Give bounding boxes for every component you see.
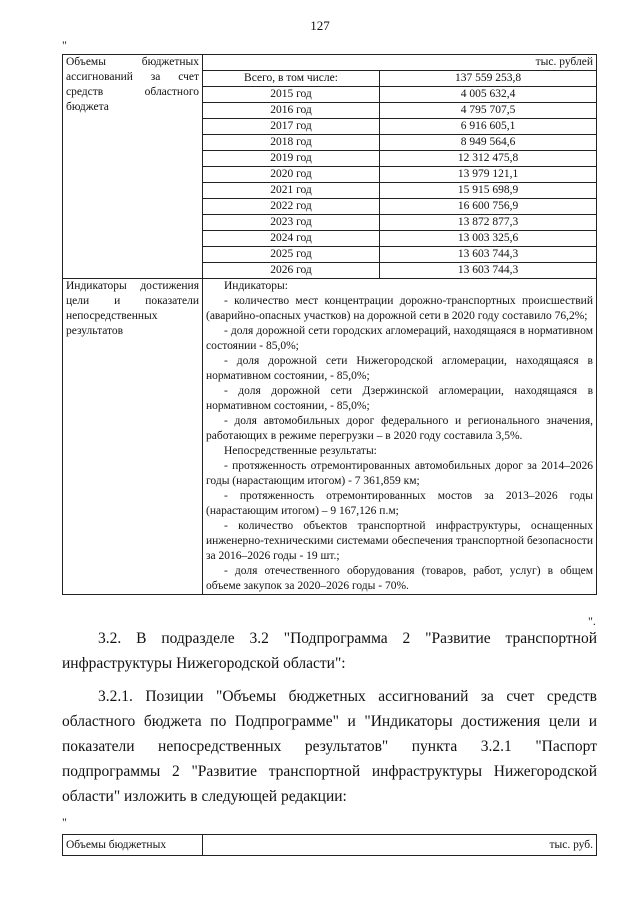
opening-quote-2: " bbox=[62, 815, 67, 829]
budget-table-2-row bbox=[63, 835, 597, 856]
indicators-row bbox=[63, 279, 597, 595]
budget-row-value: 8 949 564,6 bbox=[380, 135, 597, 151]
indicators-label: Индикаторы достижения цели и показатели непосредственных результатов bbox=[63, 279, 203, 595]
results-heading: Непосредственные результаты: bbox=[224, 445, 377, 457]
budget-row-label: 2024 год bbox=[203, 231, 380, 247]
budget-row-label: 2016 год bbox=[203, 103, 380, 119]
budget-row-value: 6 916 605,1 bbox=[380, 119, 597, 135]
budget-row-label: 2021 год bbox=[203, 183, 380, 199]
indicators-heading: Индикаторы: bbox=[224, 280, 288, 292]
budget-row-label: 2023 год bbox=[203, 215, 380, 231]
indicator-item: - доля дорожной сети Дзержинской агломерации, находящаяся в нормативном состоянии, - 85,0%; bbox=[206, 385, 593, 412]
budget-row-value: 4 795 707,5 bbox=[380, 103, 597, 119]
budget-row-value: 13 603 744,3 bbox=[380, 247, 597, 263]
indicators-content bbox=[203, 279, 597, 595]
budget-row-label: 2015 год bbox=[203, 87, 380, 103]
paragraph-3-2-1: 3.2.1. Позиции "Объемы бюджетных ассигнований за счет средств областного бюджета по Подпрограмме" и "Индикаторы достижения цели и показатели непосредственных результатов" пункта 3.2.1 "Паспорт подпрограммы 2 "Развитие транспортной инфраструктуры Нижегородской области" изложить в следующей редакции: bbox=[62, 688, 597, 805]
budget-table-2 bbox=[62, 834, 597, 856]
budget-unit: тыс. рублей bbox=[203, 55, 597, 71]
budget-row-label: 2017 год bbox=[203, 119, 380, 135]
budget-row-value: 4 005 632,4 bbox=[380, 87, 597, 103]
budget-row-value: 12 312 475,8 bbox=[380, 151, 597, 167]
budget-label-2: Объемы бюджетных bbox=[63, 835, 203, 856]
indicator-item: - количество мест концентрации дорожно-транспортных происшествий (аварийно-опасных участков) на дорожной сети в 2020 году составило 76,2%; bbox=[206, 295, 593, 322]
budget-row-label: 2025 год bbox=[203, 247, 380, 263]
body-text bbox=[62, 626, 597, 809]
budget-unit-2: тыс. руб. bbox=[203, 835, 597, 856]
budget-unit-row bbox=[63, 55, 597, 71]
budget-row-label: 2022 год bbox=[203, 199, 380, 215]
budget-row-value: 13 003 325,6 bbox=[380, 231, 597, 247]
budget-row-value: 13 603 744,3 bbox=[380, 263, 597, 279]
page-number: 127 bbox=[310, 18, 330, 33]
result-item: - количество объектов транспортной инфраструктуры, оснащенных инженерно-техническими системами обеспечения транспортной безопасности за 2016–2026 годы - 19 шт.; bbox=[206, 520, 593, 562]
paragraph-3-2: 3.2. В подразделе 3.2 "Подпрограмма 2 "Развитие транспортной инфраструктуры Нижегородской области": bbox=[62, 630, 597, 672]
result-item: - протяженность отремонтированных мостов за 2013–2026 годы (нарастающим итогом) – 9 167,126 п.м; bbox=[206, 490, 593, 517]
indicator-item: - доля дорожной сети городских агломераций, находящаяся в нормативном состоянии - 85,0%; bbox=[206, 325, 593, 352]
result-item: - протяженность отремонтированных автомобильных дорог за 2014–2026 годы (нарастающим итогом) - 7 361,859 км; bbox=[206, 460, 593, 487]
budget-row-label: 2026 год bbox=[203, 263, 380, 279]
budget-row-value: 16 600 756,9 bbox=[380, 199, 597, 215]
budget-table bbox=[62, 54, 597, 595]
budget-row-value: 13 979 121,1 bbox=[380, 167, 597, 183]
budget-row-value: 137 559 253,8 bbox=[380, 71, 597, 87]
budget-row-label: 2018 год bbox=[203, 135, 380, 151]
budget-row-label: 2019 год bbox=[203, 151, 380, 167]
budget-row-label: 2020 год bbox=[203, 167, 380, 183]
budget-row-value: 15 915 698,9 bbox=[380, 183, 597, 199]
opening-quote: " bbox=[62, 38, 67, 52]
budget-row-value: 13 872 877,3 bbox=[380, 215, 597, 231]
closing-quote: ". bbox=[588, 614, 596, 628]
indicator-item: - доля автомобильных дорог федерального и регионального значения, работающих в режиме перегрузки – в 2020 году составила 3,5%. bbox=[206, 415, 593, 442]
indicator-item: - доля дорожной сети Нижегородской агломерации, находящаяся в нормативном состоянии, - 85,0%; bbox=[206, 355, 593, 382]
result-item: - доля отечественного оборудования (товаров, работ, услуг) в общем объеме закупок за 2020–2026 годы - 70%. bbox=[206, 565, 593, 592]
budget-row-label: Всего, в том числе: bbox=[203, 71, 380, 87]
budget-label: Объемы бюджетных ассигнований за счет средств областного бюджета bbox=[63, 55, 203, 279]
